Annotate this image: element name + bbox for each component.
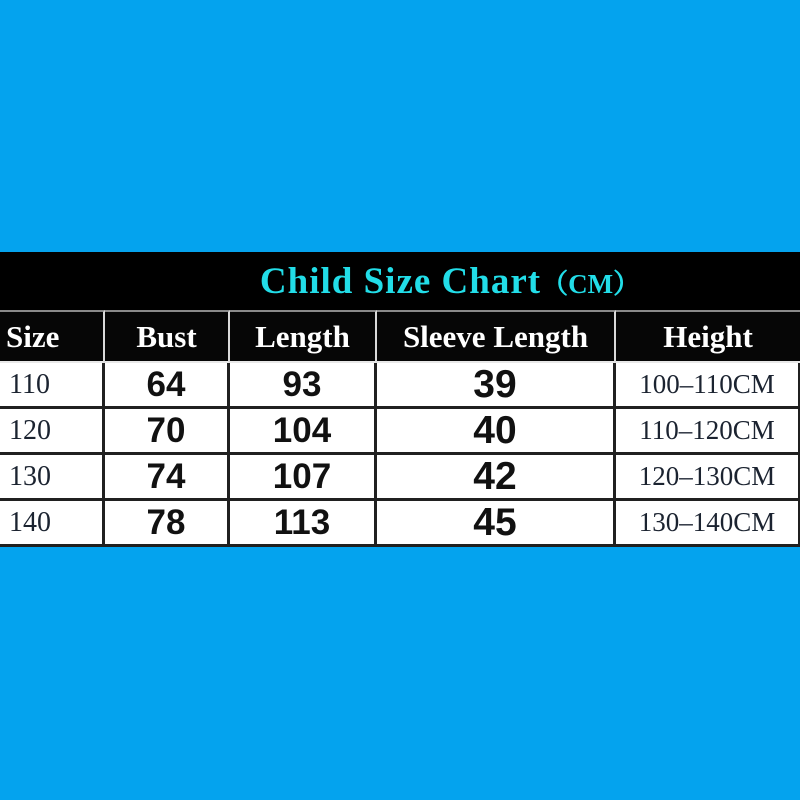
cell-height-120: 110–120CM — [616, 409, 800, 455]
chart-title-unit: （CM） — [541, 268, 641, 299]
cell-bust-130: 74 — [105, 455, 230, 501]
cell-size-120: 120 — [0, 409, 105, 455]
cell-size-130: 130 — [0, 455, 105, 501]
title-band — [0, 252, 800, 310]
column-header-bust: Bust — [105, 310, 230, 363]
cell-size-140: 140 — [0, 501, 105, 547]
cell-bust-110: 64 — [105, 363, 230, 409]
cell-size-110: 110 — [0, 363, 105, 409]
cell-length-110: 93 — [230, 363, 377, 409]
cell-height-130: 120–130CM — [616, 455, 800, 501]
cell-sleeve-140: 45 — [377, 501, 616, 547]
column-header-sleeve-length: Sleeve Length — [377, 310, 616, 363]
cell-height-110: 100–110CM — [616, 363, 800, 409]
column-header-length: Length — [230, 310, 377, 363]
cell-length-130: 107 — [230, 455, 377, 501]
column-header-height: Height — [616, 310, 800, 363]
cell-sleeve-110: 39 — [377, 363, 616, 409]
cell-length-140: 113 — [230, 501, 377, 547]
cell-sleeve-120: 40 — [377, 409, 616, 455]
cell-bust-120: 70 — [105, 409, 230, 455]
cell-length-120: 104 — [230, 409, 377, 455]
cell-height-140: 130–140CM — [616, 501, 800, 547]
chart-title — [259, 260, 641, 302]
size-table — [0, 310, 800, 547]
chart-title-main: Child Size Chart — [259, 260, 542, 302]
cell-sleeve-130: 42 — [377, 455, 616, 501]
column-header-size: Size — [0, 310, 105, 363]
cell-bust-140: 78 — [105, 501, 230, 547]
